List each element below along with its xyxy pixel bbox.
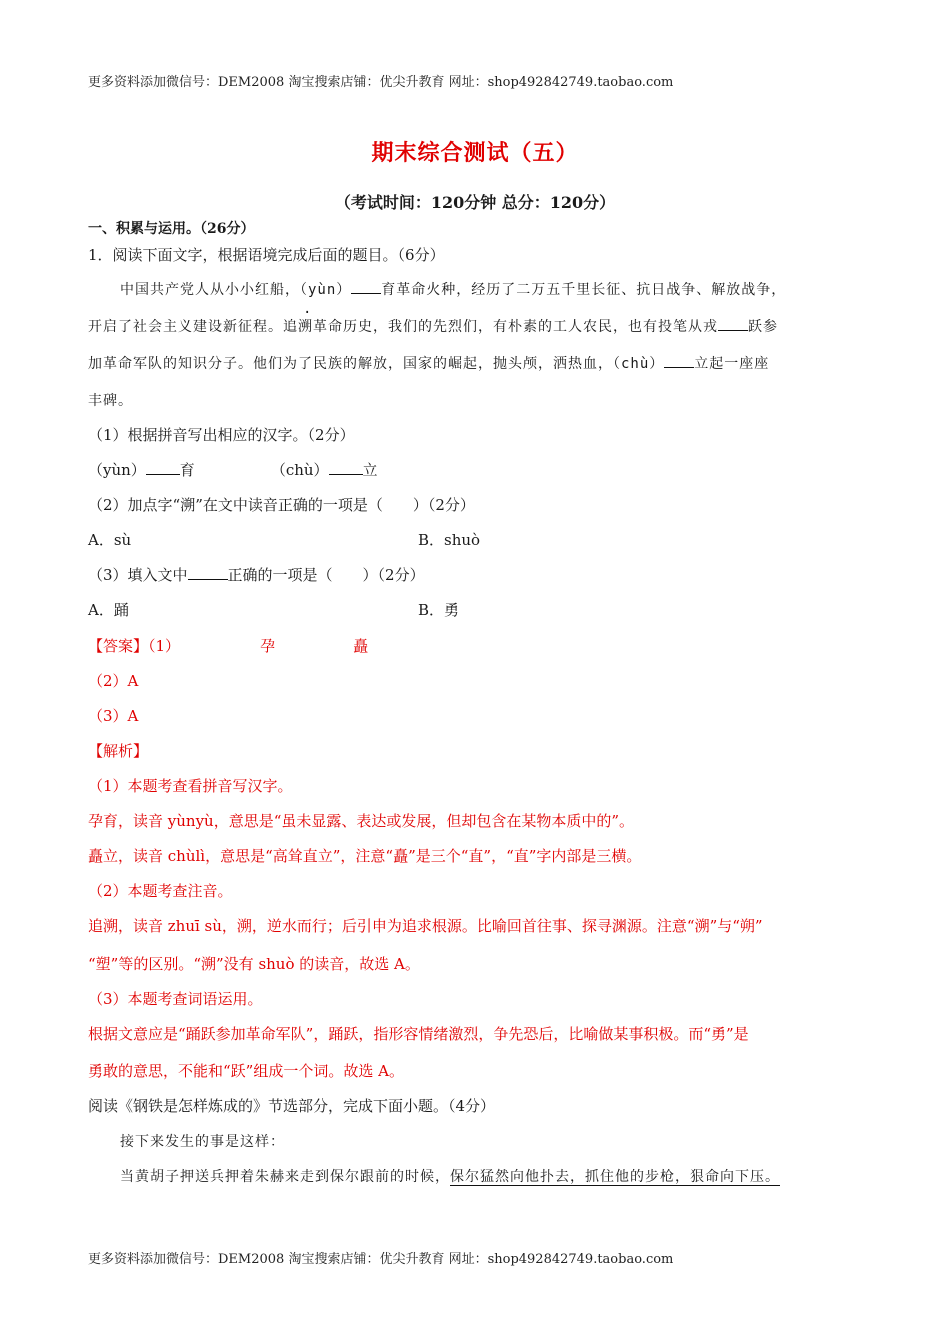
question-2-stem: 阅读《钢铁是怎样炼成的》节选部分，完成下面小题。（4分） xyxy=(88,1097,496,1115)
answer-line-1 xyxy=(88,635,368,656)
section-heading: 一、积累与运用。（26分） xyxy=(88,221,255,237)
option-a: A．sù xyxy=(88,531,132,549)
answer-blank xyxy=(146,460,180,475)
sub-question-3 xyxy=(88,564,425,585)
passage-line-3 xyxy=(88,353,769,373)
passage-line-4: 丰碑。 xyxy=(88,393,133,409)
option-a: A．踊 xyxy=(88,601,129,619)
passage-text: 革命历史，我们的先烈们，有朴素的工人农民，也有投笔从戎 xyxy=(313,319,718,335)
footer-note: 更多资料添加微信号：DEM2008 淘宝搜索店铺：优尖升教育 网址：shop492842749.taobao.com xyxy=(88,1252,674,1267)
excerpt-text: 当黄胡子押送兵押着朱赫来走到保尔跟前的时候， xyxy=(120,1169,450,1185)
passage-text: 中国共产党人从小小红船，（yùn） xyxy=(120,282,352,298)
analysis-line: （3）本题考查词语运用。 xyxy=(88,990,263,1008)
option-b: B．勇 xyxy=(418,601,460,619)
passage-text: 立起一座座 xyxy=(694,356,770,372)
char-suffix: 立 xyxy=(362,461,378,479)
answer-text: （1） xyxy=(148,637,181,655)
blank xyxy=(188,565,228,580)
excerpt-line-2 xyxy=(120,1166,780,1186)
answer-label: 【答案】 xyxy=(88,637,149,655)
blank xyxy=(664,353,694,368)
passage-text: 跃参 xyxy=(748,319,778,335)
passage-text: 开启了社会主义建设新征程。追 xyxy=(88,319,298,335)
analysis-line: （1）本题考查看拼音写汉字。 xyxy=(88,777,293,795)
analysis-line: 矗立，读音 chùlì，意思是“高耸直立”，注意“矗”是三个“直”，“直”字内部是三横。 xyxy=(88,847,642,865)
passage-line-2 xyxy=(88,316,778,336)
analysis-line: 根据文意应是“踊跃参加革命军队”，踊跃，指形容情绪激烈，争先恐后，比喻做某事积极。而“勇”是 xyxy=(88,1025,749,1043)
char-suffix: 育 xyxy=(179,461,195,479)
analysis-line: “塑”等的区别。“溯”没有 shuò 的读音，故选 A。 xyxy=(88,955,420,973)
answer-line-3: （3）A xyxy=(88,707,139,725)
answer-word: 孕 xyxy=(260,637,276,655)
question-text: （3）填入文中 xyxy=(88,566,188,584)
answer-line-2: （2）A xyxy=(88,672,139,690)
excerpt-line-1: 接下来发生的事是这样： xyxy=(120,1134,285,1150)
sub-question-1-blanks xyxy=(88,459,378,480)
page-title: 期末综合测试（五） xyxy=(371,140,579,166)
passage-text: 育革命火种，经历了二万五千里长征、抗日战争、解放战争， xyxy=(381,282,787,298)
dotted-character: 溯 xyxy=(298,319,313,335)
blank xyxy=(718,316,748,331)
question-text: 正确的一项是（ ）（2分） xyxy=(227,566,425,584)
answer-word: 矗 xyxy=(353,637,369,655)
passage-text: 加革命军队的知识分子。他们为了民族的解放，国家的崛起，抛头颅，洒热血，（chù） xyxy=(88,356,665,372)
analysis-line: 勇敢的意思，不能和“跃”组成一个词。故选 A。 xyxy=(88,1062,404,1080)
underlined-sentence: 保尔猛然向他扑去，抓住他的步枪，狠命向下压。 xyxy=(450,1169,780,1185)
answer-blank xyxy=(329,460,363,475)
passage-line-1 xyxy=(120,279,786,299)
analysis-line: 孕育，读音 yùnyù，意思是“虽未显露、表达或发展，但却包含在某物本质中的”。 xyxy=(88,812,635,830)
header-note: 更多资料添加微信号：DEM2008 淘宝搜索店铺：优尖升教育 网址：shop492842749.taobao.com xyxy=(88,75,674,90)
analysis-line: （2）本题考查注音。 xyxy=(88,882,233,900)
sub-question-1: （1）根据拼音写出相应的汉字。（2分） xyxy=(88,426,355,444)
option-b: B．shuò xyxy=(418,531,481,549)
sub-question-2: （2）加点字“溯”在文中读音正确的一项是（ ）（2分） xyxy=(88,496,475,514)
blank xyxy=(351,279,381,294)
pinyin-label: （chù） xyxy=(270,461,329,479)
analysis-line: 追溯，读音 zhuī sù，溯，逆水而行；后引申为追求根源。比喻回首往事、探寻渊源。注意“溯”与“朔” xyxy=(88,917,763,935)
question-1-stem: 1．阅读下面文字，根据语境完成后面的题目。（6分） xyxy=(88,246,445,264)
exam-info: （考试时间：120分钟 总分：120分） xyxy=(334,193,616,212)
pinyin-label: （yùn） xyxy=(88,461,146,479)
analysis-label: 【解析】 xyxy=(88,742,149,760)
